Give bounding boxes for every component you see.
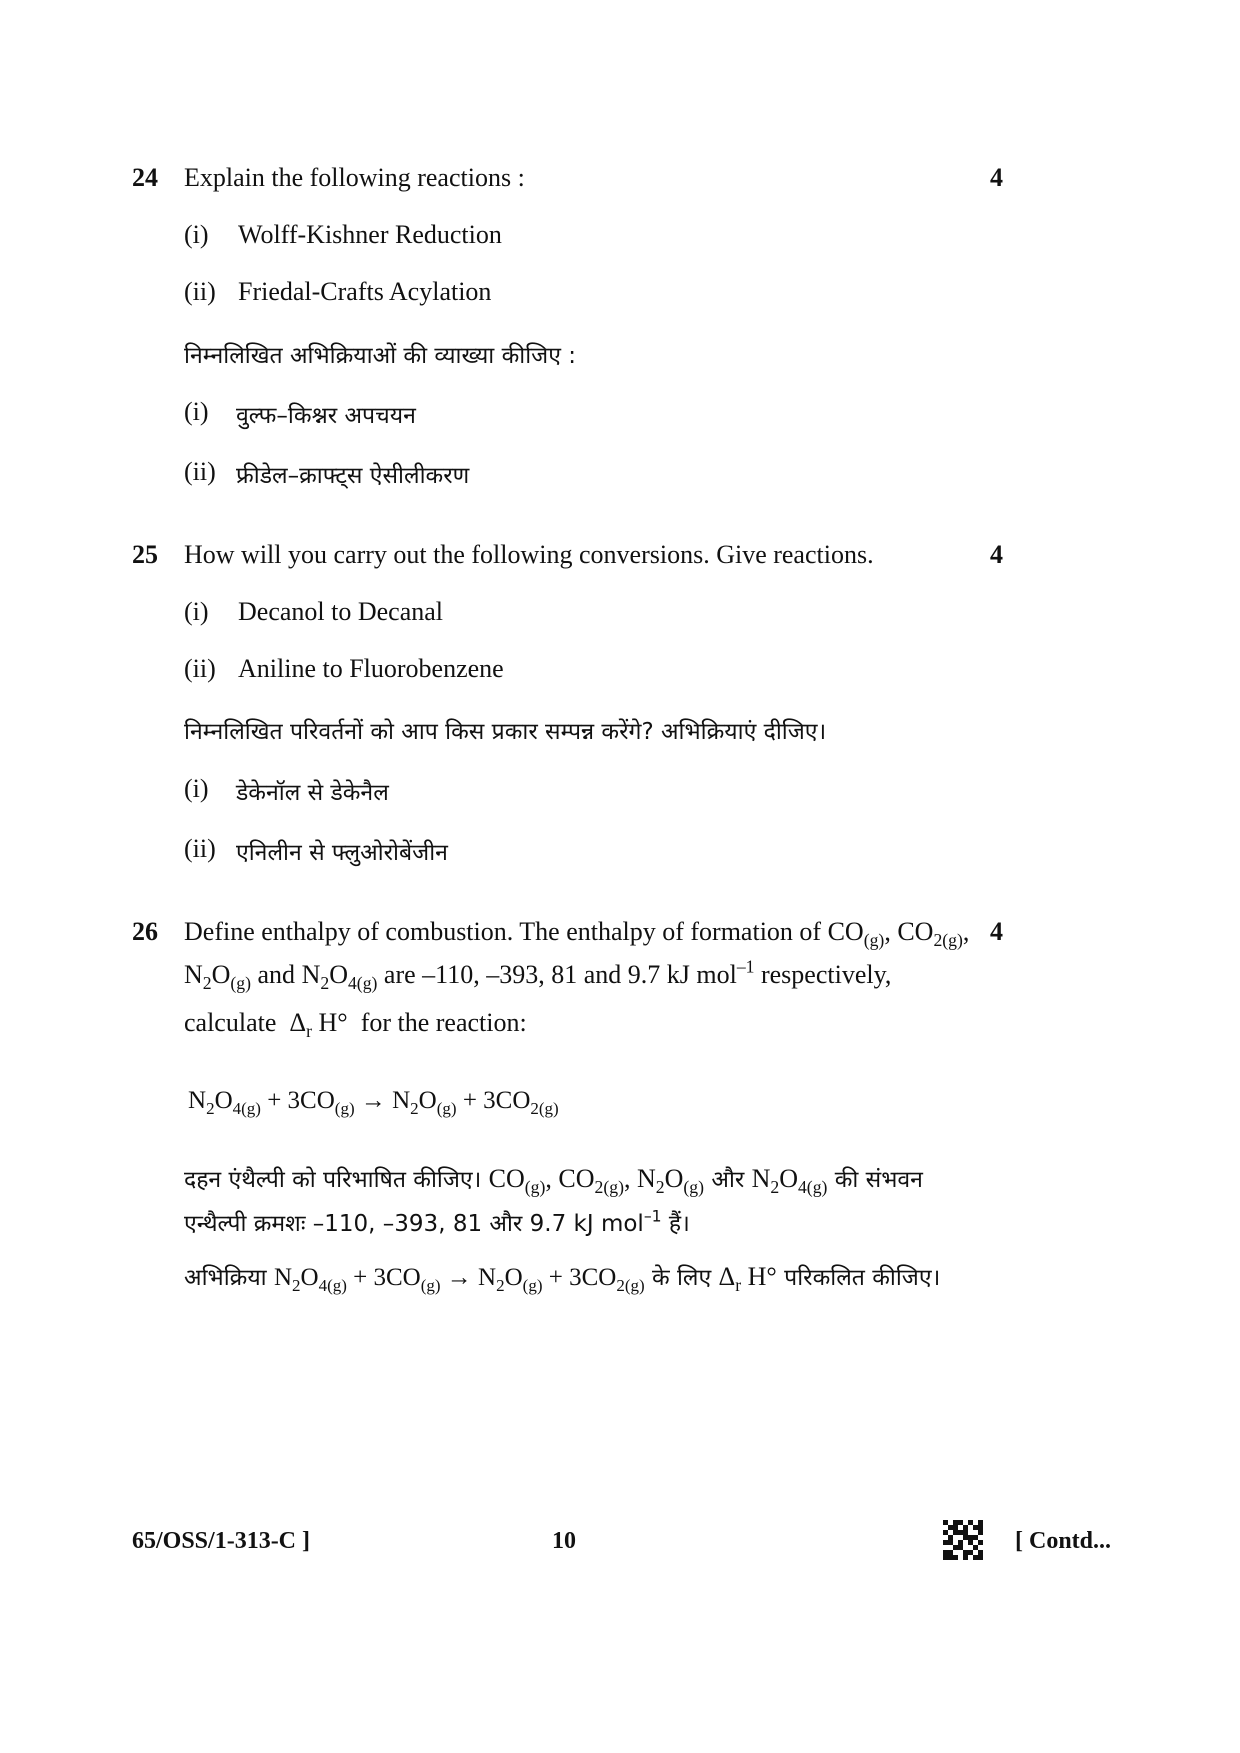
q25-item-2-label: (ii) [184, 654, 216, 683]
q26-line-2: $N_2O_{(g)}$ and $N_2O_{4(g)}$ are –110, –393, 81 and 9.7 kJ mol$^{-1}$ respectively, [184, 956, 892, 994]
footer-page-number: 10 [552, 1528, 576, 1554]
question-24-text: Explain the following reactions : [184, 163, 525, 192]
q25-hindi-item-1-label: (i) [184, 774, 209, 803]
q24-hindi-item-2-label: (ii) [184, 457, 216, 486]
q24-item-1-label: (i) [184, 220, 209, 249]
q26-line-3: calculate $\Delta_r$ H° for the reaction: [184, 1008, 527, 1042]
q25-hindi-question: निम्नलिखित परिवर्तनों को आप किस प्रकार सम्पन्न करेंगे? अभिक्रियाएं दीजिए। [184, 719, 827, 745]
q26-hindi-line-3-mid: के लिए [651, 1265, 712, 1291]
q25-hindi-item-2-text: एनिलीन से फ्लुओरोबेंजीन [236, 840, 448, 866]
qr-code-icon [943, 1520, 983, 1560]
question-25-text: How will you carry out the following conversions. Give reactions. [184, 540, 874, 569]
question-26-marks: 4 [990, 917, 1003, 946]
footer-paper-code: 65/OSS/1-313-C ] [132, 1528, 311, 1554]
q26-reaction-equation: $N_2O_{4(g)} + 3CO_{(g)} \to N_2O_{(g)} + 3CO_{2(g)}$ [188, 1087, 559, 1118]
question-24-number: 24 [132, 163, 158, 192]
q26-line-3-tail: for the reaction: [360, 1008, 527, 1037]
question-26-number: 26 [132, 917, 158, 946]
q25-item-1-text: Decanol to Decanal [238, 597, 444, 626]
q26-line-1: Define enthalpy of combustion. The enthalpy of formation of $CO_{(g)}$, $CO_{2(g)}$, [184, 917, 970, 951]
question-25-number: 25 [132, 540, 158, 569]
q26-hindi-line-2-exponent: –1 [643, 1206, 662, 1226]
q25-hindi-item-1-text: डेकेनॉल से डेकेनैल [236, 780, 389, 806]
q26-hindi-line-1-and: और [711, 1167, 745, 1193]
q26-hindi-line-3-start: अभिक्रिया [184, 1265, 267, 1291]
q24-item-2-text: Friedal-Crafts Acylation [238, 277, 492, 306]
q26-line-1-text: Define enthalpy of combustion. The enthalpy of formation of [184, 917, 822, 946]
q26-hindi-line-2-end: हैं। [668, 1211, 690, 1237]
q26-line-2-and: and [257, 960, 296, 989]
q24-hindi-question: निम्नलिखित अभिक्रियाओं की व्याख्या कीजिए : [184, 343, 576, 369]
q26-hindi-line-2 [184, 1206, 690, 1238]
q26-hindi-line-1: दहन एंथैल्पी को परिभाषित कीजिए। $CO_{(g)}$, $CO_{2(g)}$, $N_2O_{(g)}$ और $N_2O_{4(g)}$ की संभवन [184, 1164, 923, 1198]
footer-contd: [ Contd... [1015, 1528, 1112, 1554]
q26-line-3-text: calculate [184, 1008, 277, 1037]
q25-hindi-item-2-label: (ii) [184, 834, 216, 863]
q25-item-2-text: Aniline to Fluorobenzene [238, 654, 504, 683]
q24-item-1-text: Wolff-Kishner Reduction [238, 220, 502, 249]
q26-line-2-exponent: –1 [736, 956, 755, 977]
q25-item-1-label: (i) [184, 597, 209, 626]
q26-hindi-line-1-end: की संभवन [834, 1167, 923, 1193]
q24-item-2-label: (ii) [184, 277, 216, 306]
q26-line-2-values: are –110, –393, 81 and 9.7 kJ mol [383, 960, 737, 989]
q26-hindi-line-2-start: एन्थैल्पी क्रमशः –110, –393, 81 और 9.7 kJ mol [184, 1211, 644, 1237]
question-25-marks: 4 [990, 540, 1003, 569]
question-24-marks: 4 [990, 163, 1003, 192]
q26-hindi-line-3: अभिक्रिया $N_2O_{4(g)} + 3CO_{(g)} \to N_2O_{(g)} + 3CO_{2(g)}$ के लिए $\Delta_r$ H° परिकलित कीजिए। [184, 1262, 941, 1296]
q26-line-2-end: respectively, [760, 960, 892, 989]
q24-hindi-item-2-text: फ्रीडेल–क्राफ्ट्स ऐसीलीकरण [236, 463, 470, 489]
q24-hindi-item-1-text: वुल्फ–किश्नर अपचयन [236, 403, 416, 429]
q26-hindi-line-1-start: दहन एंथैल्पी को परिभाषित कीजिए। [184, 1167, 482, 1193]
q26-hindi-line-3-end: परिकलित कीजिए। [784, 1265, 941, 1291]
q24-hindi-item-1-label: (i) [184, 397, 209, 426]
